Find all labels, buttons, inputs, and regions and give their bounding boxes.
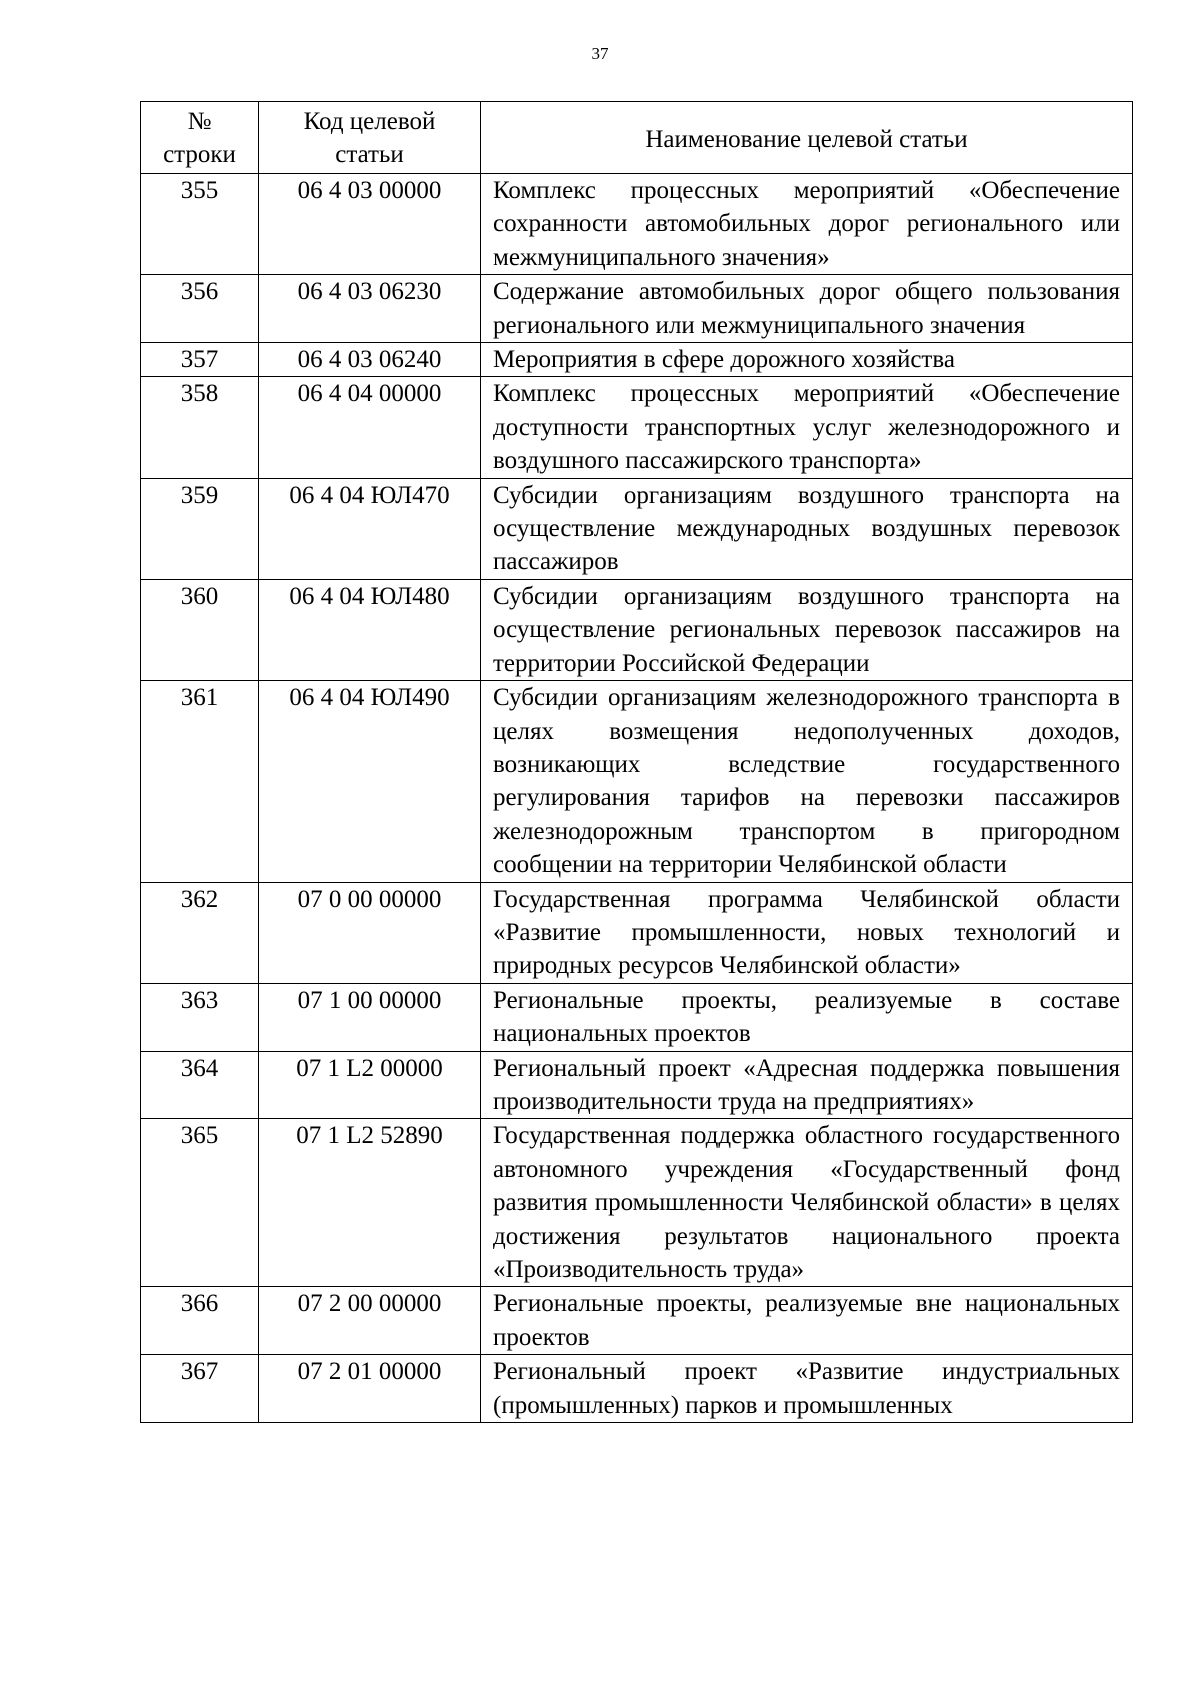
- target-code-cell: 07 2 00 00000: [259, 1287, 481, 1355]
- row-number-cell: 363: [141, 983, 259, 1051]
- target-name-cell: Региональный проект «Развитие индустриальных (промышленных) парков и промышленных: [481, 1355, 1133, 1423]
- target-code-cell: 07 2 01 00000: [259, 1355, 481, 1423]
- table-row: [141, 681, 1133, 882]
- target-code-cell: 06 4 04 00000: [259, 377, 481, 478]
- row-number-cell: 357: [141, 343, 259, 377]
- target-name-cell: Государственная поддержка областного государственного автономного учреждения «Государственный фонд развития промышленности Челябинской области» в целях достижения результатов национального проекта «Производительность труда»: [481, 1119, 1133, 1287]
- table-row: [141, 1287, 1133, 1355]
- header-row-number-line2: строки: [163, 141, 236, 168]
- row-number-cell: 356: [141, 275, 259, 343]
- target-name-cell: Субсидии организациям железнодорожного транспорта в целях возмещения недополученных доходов, возникающих вследствие государственного регулирования тарифов на перевозки пассажиров железнодорожным транспортом в пригородном сообщении на территории Челябинской области: [481, 681, 1133, 882]
- target-articles-table: [140, 101, 1133, 1423]
- target-name-cell: Региональные проекты, реализуемые вне национальных проектов: [481, 1287, 1133, 1355]
- table-row: [141, 1355, 1133, 1423]
- row-number-cell: 360: [141, 579, 259, 680]
- target-code-cell: 06 4 04 ЮЛ490: [259, 681, 481, 882]
- target-name-cell: Субсидии организациям воздушного транспорта на осуществление региональных перевозок пассажиров на территории Российской Федерации: [481, 579, 1133, 680]
- target-name-cell: Субсидии организациям воздушного транспорта на осуществление международных воздушных перевозок пассажиров: [481, 478, 1133, 579]
- target-code-cell: 06 4 03 06230: [259, 275, 481, 343]
- target-code-cell: 07 0 00 00000: [259, 882, 481, 983]
- table-row: [141, 343, 1133, 377]
- header-target-code: [259, 102, 481, 174]
- header-row-number-line1: №: [187, 107, 212, 135]
- table-row: [141, 275, 1133, 343]
- target-name-cell: Комплекс процессных мероприятий «Обеспечение сохранности автомобильных дорог регионального или межмуниципального значения»: [481, 174, 1133, 275]
- row-number-cell: 365: [141, 1119, 259, 1287]
- target-name-cell: Региональные проекты, реализуемые в составе национальных проектов: [481, 983, 1133, 1051]
- header-target-code-line1: Код целевой: [303, 107, 436, 135]
- row-number-cell: 362: [141, 882, 259, 983]
- target-code-cell: 06 4 04 ЮЛ480: [259, 579, 481, 680]
- target-code-cell: 07 1 00 00000: [259, 983, 481, 1051]
- table-row: [141, 882, 1133, 983]
- target-code-cell: 06 4 03 06240: [259, 343, 481, 377]
- row-number-cell: 361: [141, 681, 259, 882]
- target-name-cell: Региональный проект «Адресная поддержка повышения производительности труда на предприятиях»: [481, 1051, 1133, 1119]
- target-name-cell: Комплекс процессных мероприятий «Обеспечение доступности транспортных услуг железнодорожного и воздушного пассажирского транспорта»: [481, 377, 1133, 478]
- table-row: [141, 478, 1133, 579]
- table-row: [141, 377, 1133, 478]
- table-row: [141, 983, 1133, 1051]
- header-target-code-line2: статьи: [335, 141, 404, 168]
- target-code-cell: 06 4 03 00000: [259, 174, 481, 275]
- target-name-cell: Мероприятия в сфере дорожного хозяйства: [481, 343, 1133, 377]
- row-number-cell: 366: [141, 1287, 259, 1355]
- table-header-row: [141, 102, 1133, 174]
- target-name-cell: Государственная программа Челябинской области «Развитие промышленности, новых технологий и природных ресурсов Челябинской области»: [481, 882, 1133, 983]
- target-code-cell: 07 1 L2 00000: [259, 1051, 481, 1119]
- target-code-cell: 06 4 04 ЮЛ470: [259, 478, 481, 579]
- table-row: [141, 174, 1133, 275]
- target-name-cell: Содержание автомобильных дорог общего пользования регионального или межмуниципального значения: [481, 275, 1133, 343]
- target-code-cell: 07 1 L2 52890: [259, 1119, 481, 1287]
- row-number-cell: 355: [141, 174, 259, 275]
- row-number-cell: 359: [141, 478, 259, 579]
- page-number: 37: [591, 44, 609, 63]
- row-number-cell: 364: [141, 1051, 259, 1119]
- row-number-cell: 367: [141, 1355, 259, 1423]
- table-row: [141, 579, 1133, 680]
- table-row: [141, 1119, 1133, 1287]
- table-row: [141, 1051, 1133, 1119]
- row-number-cell: 358: [141, 377, 259, 478]
- header-row-number: [141, 102, 259, 174]
- header-target-name: Наименование целевой статьи: [481, 102, 1133, 174]
